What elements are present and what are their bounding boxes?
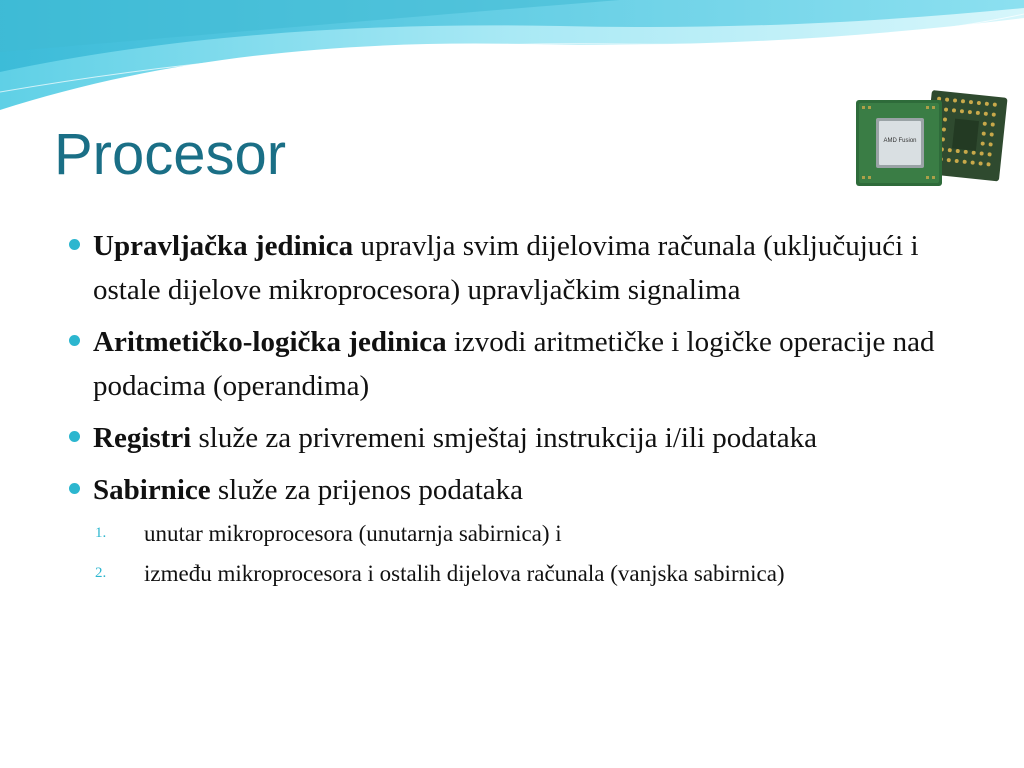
content-area: [66, 224, 986, 599]
bullet-text: služe za prijenos podataka: [210, 474, 524, 506]
bullet-term: Sabirnice: [93, 474, 211, 506]
list-item: [66, 320, 986, 408]
sub-list-item: [93, 516, 986, 551]
bullet-dot-icon: [69, 335, 80, 346]
list-item: [66, 468, 986, 591]
bullet-dot-icon: [69, 483, 80, 494]
bullet-dot-icon: [69, 239, 80, 250]
chip-label: AMD Fusion: [883, 138, 917, 144]
bullet-text: služe za privremeni smještaj instrukcija i/ili podataka: [191, 422, 817, 454]
sub-list-item: [93, 556, 986, 591]
sub-item-number: 1.: [95, 525, 107, 541]
bullet-term: Registri: [93, 422, 192, 454]
bullet-text: upravlja svim dijelovima računala (uključujući i ostale dijelove mikroprocesora) upravljačkim signalima: [93, 230, 919, 306]
sub-list: [93, 516, 986, 591]
sub-item-text: između mikroprocesora i ostalih dijelova računala (vanjska sabirnica): [144, 561, 785, 586]
processor-chip-image: [836, 82, 1024, 204]
bullet-list: [66, 224, 986, 591]
bullet-term: Upravljačka jedinica: [93, 230, 354, 262]
bullet-term: Aritmetičko-logička jedinica: [93, 326, 447, 358]
sub-item-number: 2.: [95, 565, 107, 581]
list-item: [66, 224, 986, 312]
sub-item-text: unutar mikroprocesora (unutarnja sabirnica) i: [144, 521, 562, 546]
list-item: [66, 416, 986, 460]
slide-title: Procesor: [54, 122, 287, 187]
bullet-dot-icon: [69, 431, 80, 442]
bullet-text: izvodi aritmetičke i logičke operacije nad podacima (operandima): [93, 326, 935, 402]
